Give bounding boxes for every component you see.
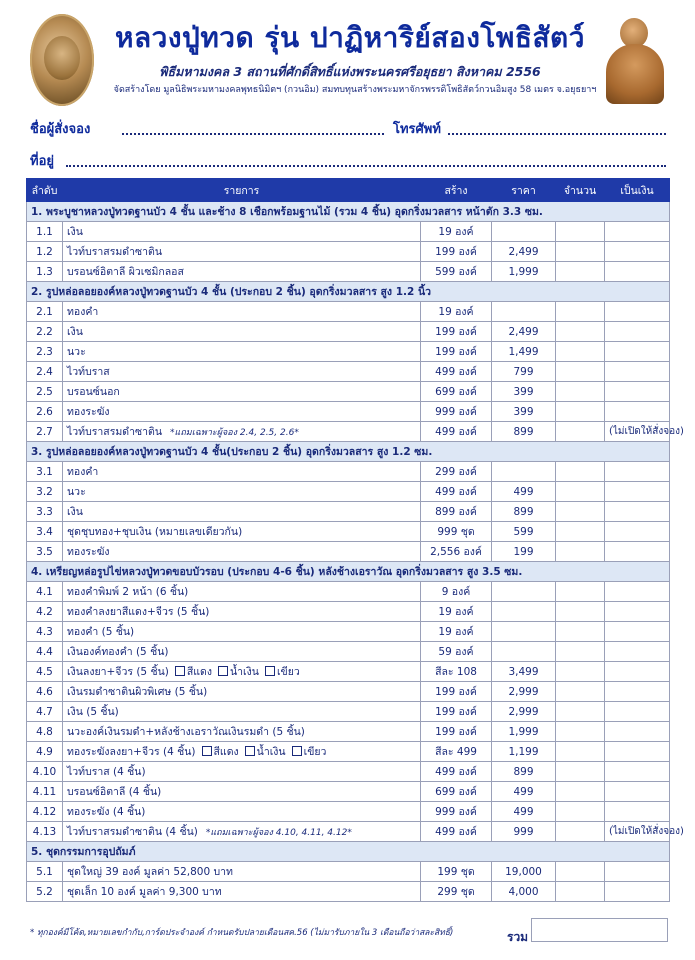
build-quantity: 499 องค์ [421,822,492,842]
amount-cell[interactable] [605,242,670,262]
table-body [27,202,684,902]
sponsor-line: จัดสร้างโดย มูลนิธิพระมหามงคลพุทธนิมิตฯ (กวนอิม) สมทบทุนสร้างพระมหาจักรพรรดิโพธิสัตว์กวนอิมสูง 58 เมตร จ.อยุธยาฯ [113,85,597,95]
amulet-coin-image [30,14,94,106]
build-quantity: 299 ชุด [421,882,492,902]
item-number: 3.2 [27,482,63,502]
amount-cell[interactable] [605,742,670,762]
amount-cell[interactable] [605,342,670,362]
item-name: บรอนซ์นอก [67,386,120,398]
table-row [27,302,670,322]
item-name: ทองคำ (5 ชิ้น) [67,626,135,638]
item-price: 2,999 [492,682,556,702]
item-description [63,302,421,322]
item-number: 4.1 [27,582,63,602]
item-price [492,622,556,642]
item-number: 4.3 [27,622,63,642]
color-option-label: สีแดง [186,666,212,678]
item-price: 499 [492,802,556,822]
item-price: 199 [492,542,556,562]
build-quantity: 199 องค์ [421,322,492,342]
quantity-cell[interactable] [556,322,605,342]
item-description [63,462,421,482]
item-description [63,882,421,902]
build-quantity: 599 องค์ [421,262,492,282]
item-name: เงิน [67,506,83,518]
table-row [27,622,670,642]
item-description [63,482,421,502]
quantity-cell[interactable] [556,762,605,782]
item-description [63,242,421,262]
address-field-label: ที่อยู่ [30,154,54,169]
color-option-checkbox[interactable] [292,746,302,756]
build-quantity: 2,556 องค์ [421,542,492,562]
item-number: 3.1 [27,462,63,482]
amount-cell[interactable] [605,382,670,402]
amount-cell[interactable] [605,222,670,242]
item-description [63,642,421,662]
quantity-cell[interactable] [556,522,605,542]
build-quantity: 499 องค์ [421,362,492,382]
quantity-cell[interactable] [556,782,605,802]
item-description [63,322,421,342]
build-quantity: 199 องค์ [421,242,492,262]
item-name: ไวท์บราสรมดำซาติน (4 ชิ้น) [67,826,198,838]
table-row [27,482,670,502]
item-price: 2,499 [492,242,556,262]
item-name: เงิน (5 ชิ้น) [67,706,119,718]
color-option-checkbox[interactable] [175,666,185,676]
section-header-row [27,282,670,302]
statue-body [606,44,664,104]
item-number: 2.4 [27,362,63,382]
amount-cell[interactable] [605,502,670,522]
table-row [27,802,670,822]
quantity-cell[interactable] [556,682,605,702]
item-number: 4.9 [27,742,63,762]
item-description [63,422,421,442]
item-number: 2.7 [27,422,63,442]
quantity-cell[interactable] [556,462,605,482]
name-field-line[interactable] [122,133,384,135]
item-number: 4.8 [27,722,63,742]
item-price: 899 [492,502,556,522]
build-quantity: 9 องค์ [421,582,492,602]
item-price: 999 [492,822,556,842]
address-field-line[interactable] [66,165,666,167]
item-number: 2.6 [27,402,63,422]
build-quantity: 199 องค์ [421,722,492,742]
item-price [492,222,556,242]
quantity-cell[interactable] [556,502,605,522]
build-quantity: 499 องค์ [421,482,492,502]
item-name: ทองระฆัง (4 ชิ้น) [67,806,146,818]
item-price [492,642,556,662]
header [0,0,695,108]
quantity-cell[interactable] [556,362,605,382]
quantity-cell[interactable] [556,862,605,882]
quantity-cell[interactable] [556,542,605,562]
quantity-cell[interactable] [556,422,605,442]
color-option-label: เขียว [276,666,300,678]
quantity-cell[interactable] [556,802,605,822]
quantity-cell[interactable] [556,262,605,282]
section-header-row [27,842,670,862]
item-price: 899 [492,762,556,782]
item-number: 2.2 [27,322,63,342]
item-name: บรอนซ์อิตาลี (4 ชิ้น) [67,786,162,798]
item-name: ไวท์บราส [67,366,110,378]
item-price: 399 [492,402,556,422]
build-quantity: 19 องค์ [421,302,492,322]
item-description [63,782,421,802]
item-number: 4.7 [27,702,63,722]
item-name: เงินรมดำซาตินผิวพิเศษ (5 ชิ้น) [67,686,208,698]
amount-cell[interactable] [605,522,670,542]
item-name: ทองระฆัง [67,546,110,558]
item-number: 4.4 [27,642,63,662]
item-description [63,722,421,742]
amount-cell[interactable] [605,882,670,902]
quantity-cell[interactable] [556,582,605,602]
amount-cell[interactable] [605,402,670,422]
item-name: ไวท์บราสรมดำซาติน [67,246,163,258]
amount-cell[interactable] [605,862,670,882]
quantity-cell[interactable] [556,242,605,262]
amount-cell[interactable] [605,362,670,382]
item-number: 3.3 [27,502,63,522]
amount-cell[interactable] [605,702,670,722]
amount-cell[interactable] [605,262,670,282]
color-option-checkbox[interactable] [202,746,212,756]
color-option-checkbox[interactable] [265,666,275,676]
table-row [27,502,670,522]
item-name: ทองระฆัง [67,406,110,418]
item-name: นวะ [67,346,86,358]
item-price: 19,000 [492,862,556,882]
quantity-cell[interactable] [556,222,605,242]
item-description [63,342,421,362]
section-title: 2. รูปหล่อลอยองค์หลวงปู่ทวดฐานบัว 4 ชั้น (ประกอบ 2 ชิ้น) อุดกริ่งมวลสาร สูง 1.2 นิ้ว [27,282,670,302]
amount-cell[interactable] [605,642,670,662]
item-name: ไวท์บราสรมดำซาติน [67,426,163,438]
table-row [27,582,670,602]
build-quantity: 999 องค์ [421,402,492,422]
item-price: 4,000 [492,882,556,902]
item-number: 1.1 [27,222,63,242]
item-description [63,522,421,542]
amount-cell[interactable] [605,322,670,342]
item-number: 4.10 [27,762,63,782]
amount-cell[interactable] [605,622,670,642]
column-header-order: ลำดับ [27,179,63,202]
table-row [27,362,670,382]
item-number: 1.3 [27,262,63,282]
amount-cell[interactable] [605,482,670,502]
build-quantity: 699 องค์ [421,782,492,802]
item-price [492,582,556,602]
quantity-cell[interactable] [556,742,605,762]
quantity-cell[interactable] [556,602,605,622]
item-price [492,602,556,622]
amount-cell[interactable] [605,782,670,802]
item-remark: *แถมเฉพาะผู้จอง 2.4, 2.5, 2.6* [170,428,299,438]
quantity-cell[interactable] [556,382,605,402]
item-description [63,542,421,562]
item-number: 4.11 [27,782,63,802]
quantity-cell[interactable] [556,482,605,502]
amount-cell[interactable] [605,302,670,322]
table-row [27,782,670,802]
amount-cell[interactable] [605,802,670,822]
item-name: ไวท์บราส (4 ชิ้น) [67,766,146,778]
amount-cell[interactable] [605,602,670,622]
quantity-cell[interactable] [556,642,605,662]
item-description [63,582,421,602]
item-name: นวะองค์เงินรมดำ+หลังช้างเอราวัณเงินรมดำ (5 ชิ้น) [67,726,305,738]
page-title: หลวงปู่ทวด รุ่น ปาฏิหาริย์สองโพธิสัตว์ [115,21,585,54]
item-number: 1.2 [27,242,63,262]
color-option-label: น้ำเงิน [256,746,286,758]
table-row [27,762,670,782]
item-description [63,742,421,762]
item-price: 599 [492,522,556,542]
item-number: 4.12 [27,802,63,822]
item-name: ชุดชุบทอง+ชุบเงิน (หมายเลขเดียวกัน) [67,526,243,538]
build-quantity: 499 องค์ [421,422,492,442]
build-quantity: สีละ 108 [421,662,492,682]
build-quantity: สีละ 499 [421,742,492,762]
quantity-cell[interactable] [556,402,605,422]
item-price: 799 [492,362,556,382]
color-option-label: น้ำเงิน [229,666,259,678]
section-title: 1. พระบูชาหลวงปู่ทวดฐานบัว 4 ชั้น และช้าง 8 เชือกพร้อมฐานไม้ (รวม 4 ชิ้น) อุดกริ่งมวลสาร หน้าตัก 3.3 ซม. [27,202,670,222]
table-row [27,342,670,362]
color-option-checkbox[interactable] [218,666,228,676]
table-row [27,522,670,542]
amount-cell[interactable] [605,462,670,482]
item-price: 2,499 [492,322,556,342]
item-price [492,462,556,482]
item-price: 3,499 [492,662,556,682]
item-number: 4.2 [27,602,63,622]
build-quantity: 59 องค์ [421,642,492,662]
table-row [27,222,670,242]
build-quantity: 499 องค์ [421,762,492,782]
table-row [27,542,670,562]
color-option-label: สีแดง [213,746,239,758]
table-row [27,862,670,882]
item-number: 3.4 [27,522,63,542]
phone-field-line[interactable] [448,133,666,135]
color-option-label: เขียว [303,746,327,758]
build-quantity: 999 องค์ [421,802,492,822]
build-quantity: 199 องค์ [421,682,492,702]
item-description [63,802,421,822]
total-amount-box[interactable] [531,918,668,942]
amount-cell[interactable] [605,682,670,702]
section-title: 3. รูปหล่อลอยองค์หลวงปู่ทวดฐานบัว 4 ชั้น(ประกอบ 2 ชิ้น) อุดกริ่งมวลสาร สูง 1.2 ซม. [27,442,670,462]
item-number: 4.6 [27,682,63,702]
amount-cell[interactable]: (ไม่เปิดให้สั่งจอง) [605,422,670,442]
quantity-cell[interactable] [556,342,605,362]
table-header-row [27,179,670,202]
item-name: เงินลงยา+จีวร (5 ชิ้น) [67,666,169,678]
item-number: 2.1 [27,302,63,322]
column-header-quantity: จำนวน [556,179,605,202]
table-row [27,262,670,282]
quantity-cell[interactable] [556,882,605,902]
item-description [63,662,421,682]
amount-cell[interactable]: (ไม่เปิดให้สั่งจอง) [605,822,670,842]
item-name: ทองคำ [67,466,99,478]
item-description [63,622,421,642]
column-header-build: สร้าง [421,179,492,202]
item-price: 499 [492,782,556,802]
column-header-amount: เป็นเงิน [605,179,670,202]
table-row [27,642,670,662]
amount-cell[interactable] [605,722,670,742]
quantity-cell[interactable] [556,722,605,742]
table-row [27,682,670,702]
item-name: เงิน [67,226,83,238]
item-number: 3.5 [27,542,63,562]
item-price: 399 [492,382,556,402]
table-row [27,822,670,842]
build-quantity: 199 องค์ [421,702,492,722]
item-price: 499 [492,482,556,502]
item-remark: *แถมเฉพาะผู้จอง 4.10, 4.11, 4.12* [205,828,352,838]
item-name: ทองระฆังลงยา+จีวร (4 ชิ้น) [67,746,196,758]
build-quantity: 19 องค์ [421,602,492,622]
item-description [63,702,421,722]
item-name: ชุดเล็ก 10 องค์ มูลค่า 9,300 บาท [67,886,222,898]
build-quantity: 699 องค์ [421,382,492,402]
item-price: 899 [492,422,556,442]
table-row [27,242,670,262]
item-name: ทองคำ [67,306,99,318]
total-label: รวม [507,930,529,944]
amount-cell[interactable] [605,662,670,682]
item-price: 1,499 [492,342,556,362]
item-description [63,822,421,842]
monk-statue-image [604,14,666,106]
build-quantity: 999 ชุด [421,522,492,542]
item-number: 2.3 [27,342,63,362]
table-row [27,462,670,482]
item-number: 5.2 [27,882,63,902]
color-option-checkbox[interactable] [245,746,255,756]
item-price: 2,999 [492,702,556,722]
item-description [63,762,421,782]
amount-cell[interactable] [605,542,670,562]
item-name: บรอนซ์อิตาลี ผิวเซมิกลอส [67,266,184,278]
item-description [63,682,421,702]
item-number: 2.5 [27,382,63,402]
section-header-row [27,442,670,462]
item-name: ทองคำพิมพ์ 2 หน้า (6 ชิ้น) [67,586,189,598]
item-description [63,362,421,382]
item-description [63,382,421,402]
column-header-item: รายการ [63,179,421,202]
quantity-cell[interactable] [556,822,605,842]
item-name: เงิน [67,326,83,338]
item-price: 1,199 [492,742,556,762]
name-field-label: ชื่อผู้สั่งจอง [30,122,91,137]
build-quantity: 199 องค์ [421,342,492,362]
build-quantity: 19 องค์ [421,222,492,242]
section-title: 5. ชุดกรรมการอุปถัมภ์ [27,842,670,862]
build-quantity: 299 องค์ [421,462,492,482]
table-row [27,602,670,622]
item-name: นวะ [67,486,86,498]
item-description [63,222,421,242]
item-price: 1,999 [492,722,556,742]
build-quantity: 19 องค์ [421,622,492,642]
item-description [63,862,421,882]
item-description [63,262,421,282]
quantity-cell[interactable] [556,702,605,722]
column-header-price: ราคา [492,179,556,202]
table-row [27,742,670,762]
table-row [27,402,670,422]
item-number: 4.5 [27,662,63,682]
table-row [27,422,670,442]
quantity-cell[interactable] [556,302,605,322]
amount-cell[interactable] [605,762,670,782]
order-table [26,178,684,902]
section-header-row [27,202,670,222]
item-name: ทองคำลงยาสีแดง+จีวร (5 ชิ้น) [67,606,210,618]
amount-cell[interactable] [605,582,670,602]
footer-note: * ทุกองค์มีโค้ด,หมายเลขกำกับ,การ์ดประจำองค์ กำหนดรับปลายเดือนสค.56 (ไม่มารับภายใน 3 เดือนถือว่าสละสิทธิ์) [30,928,454,938]
item-name: เงินองค์ทองคำ (5 ชิ้น) [67,646,169,658]
phone-field-label: โทรศัพท์ [393,122,441,137]
item-number: 5.1 [27,862,63,882]
table-row [27,662,670,682]
item-description [63,402,421,422]
build-quantity: 199 ชุด [421,862,492,882]
quantity-cell[interactable] [556,622,605,642]
item-description [63,502,421,522]
item-name: ชุดใหญ่ 39 องค์ มูลค่า 52,800 บาท [67,866,233,878]
item-price: 1,999 [492,262,556,282]
item-description [63,602,421,622]
item-number: 4.13 [27,822,63,842]
section-title: 4. เหรียญหล่อรูปไข่หลวงปู่ทวดขอบบัวรอบ (ประกอบ 4-6 ชิ้น) หลังช้างเอราวัณ อุดกริ่งมวลสาร สูง 3.5 ซม. [27,562,670,582]
section-header-row [27,562,670,582]
ceremony-subtitle: พิธีมหามงคล 3 สถานที่ศักดิ์สิทธิ์แห่งพระนครศรีอยุธยา สิงหาคม 2556 [159,64,541,79]
build-quantity: 899 องค์ [421,502,492,522]
table-row [27,322,670,342]
quantity-cell[interactable] [556,662,605,682]
table-row [27,702,670,722]
item-price [492,302,556,322]
table-row [27,382,670,402]
table-row [27,882,670,902]
table-row [27,722,670,742]
